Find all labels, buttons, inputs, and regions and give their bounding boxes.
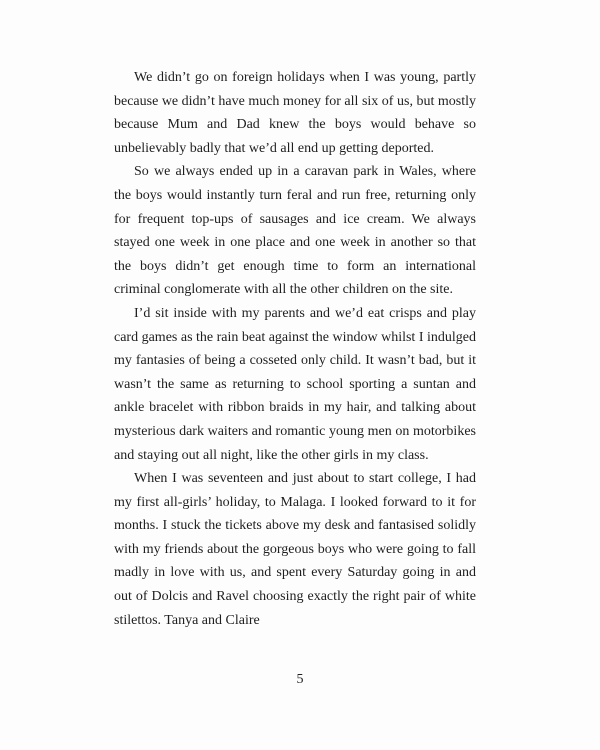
paragraph-3: I’d sit inside with my parents and we’d eat crisps and play card games as the rain beat against the window whilst I indulged my fantasies of being a cosseted only child. It wasn’t bad, but it wasn’t the same as returning to school sporting a suntan and ankle bracelet with ribbon braids in my hair, and talking about mysterious dark waiters and romantic young men on motorbikes and staying out all night, like the other girls in my class. [114,305,476,463]
body-text [114,66,476,632]
paragraph-4: When I was seventeen and just about to start college, I had my first all-girls’ holiday, to Malaga. I looked forward to it for months. I stuck the tickets above my desk and fantasised solidly with my friends about the gorgeous boys who were going to fall madly in love with us, and spent every Saturday going in and out of Dolcis and Ravel choosing exactly the right pair of white stilettos. Tanya and Claire [114,471,476,628]
paragraph-1: We didn’t go on foreign holidays when I was young, partly because we didn’t have much money for all six of us, but mostly because Mum and Dad knew the boys would behave so unbelievably badly that we’d all end up getting deported. [114,70,476,156]
paragraph-2: So we always ended up in a caravan park in Wales, where the boys would instantly turn feral and run free, returning only for frequent top-ups of sausages and ice cream. We always stayed one week in one place and one week in another so that the boys didn’t get enough time to form an international criminal conglomerate with all the other children on the site. [114,164,476,298]
page-number: 5 [296,672,304,687]
